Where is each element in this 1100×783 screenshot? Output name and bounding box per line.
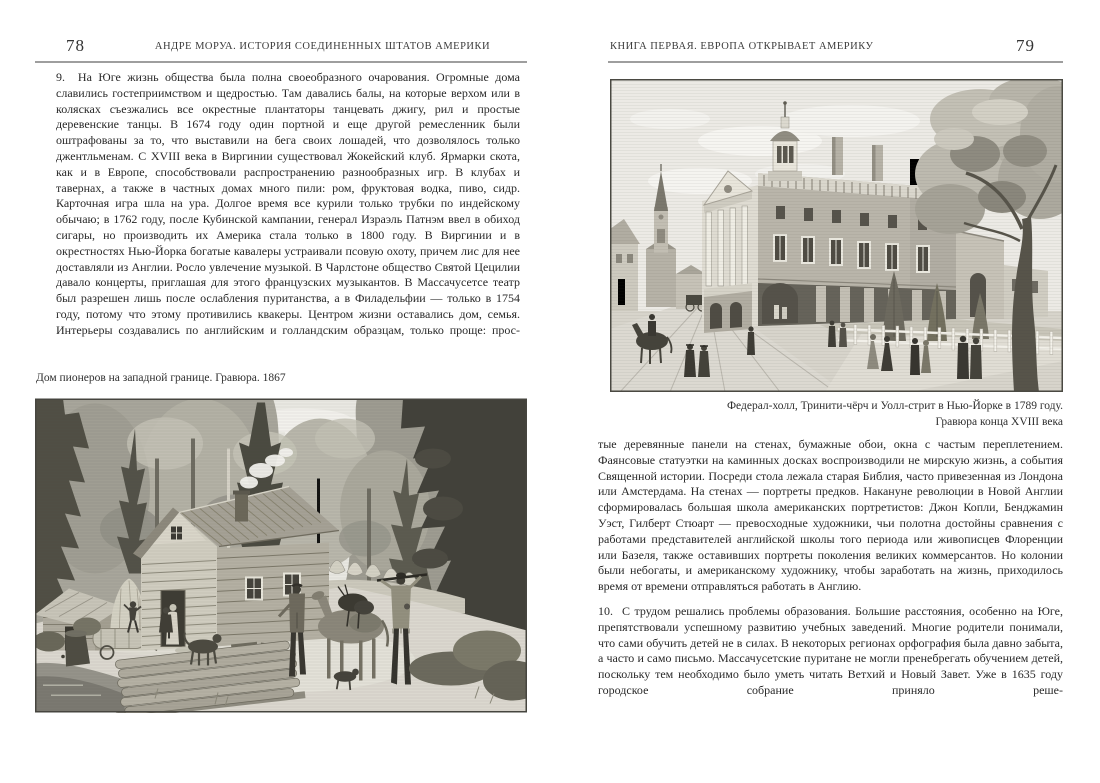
header-rule-right xyxy=(608,61,1063,63)
page-number-left: 78 xyxy=(66,36,85,55)
page-number-right: 79 xyxy=(1016,36,1035,55)
caption-line-2: Гравюра конца XVIII века xyxy=(935,416,1063,428)
pioneer-cabin-engraving xyxy=(35,398,527,713)
federal-hall-engraving xyxy=(610,79,1063,392)
running-head-right: КНИГА ПЕРВАЯ. ЕВРОПА ОТКРЫВАЕТ АМЕРИКУ xyxy=(610,41,874,52)
paragraph-9: 9. На Юге жизнь общества была полна своеобразного очарования. Огромные дома славились гостеприимством и щедростью. Там давались балы, на которые верхом или в колясках съезжались все окрестные плантаторы танцевать джигу, рил и простые деревенские танцы. В 1674 году один портной и еще другой ремесленник были оштрафованы за то, что выставили на бега своих лошадей, что дозволялось только джентльменам. С XVIII века в Виргинии существовал Жокейский клуб. Ярмарки скота, как и в Европе, способствовали распространению разнообразных игр. В клубах и тавернах, а также в частных домах много пили: ром, фруктовая водка, пиво, сидр. Карточная игра шла на ура. Долгое время все курили только трубки по индейскому обычаю; в 1762 году, после Кубинской кампании, генерал Израэль Патнэм ввел в обиход сигары, но производить их Америка стала только в 1800 году. В Виргинии и в окрестностях Нью-Йорка богатые кавалеры устраивали псовую охоту, причем лис для нее доставляли из Англии. Росло увлечение музыкой. В Чарлстоне общество Святой Цецилии давало концерты, приглашая для этого французских музыкантов. В Массачусетсе театр был разрешен лишь после ослабления пуританства, а в Филадельфии — только в 1754 году, потому что этому противились квакеры. Центром жизни оставались дом, семья. Интерьеры создавались по английским и голландским образцам, только проще: прос- xyxy=(56,70,520,337)
header-rule-left xyxy=(35,61,527,63)
caption-line-1: Федерал-холл, Тринити-чёрч и Уолл-стрит в Нью-Йорке в 1789 году. xyxy=(726,400,1063,412)
body-text-right xyxy=(598,437,1063,699)
paragraph-continuation: тые деревянные панели на стенах, бумажные обои, окна с частым переплетением. Фаянсовые статуэтки на каминных досках воспроизводили не мирскую жизнь, а события Священной истории. Посреди стола лежала старая Библия, часто привезенная из Лондона или Амстердама. На стенах — портреты предков. Накануне революции в Новой Англии сформировалась большая школа американских портретистов: Джон Копли, Бенджамин Уэст, Гилберт Стюарт — превосходные художники, чьи полотна достойны сравнения с работами представителей английской школы того периода или живописцев Флоренции или Базеля, также оставивших портреты поколения великих коммерсантов. Но колонии были небогаты, и американскому художнику, чтобы заработать на жизнь, приходилось время от времени отправляться работать в Англию. xyxy=(598,437,1063,594)
paragraph-10: 10. С трудом решались проблемы образования. Большие расстояния, особенно на Юге, препятствовали успешному развитию учебных заведений. Многие родители понимали, что сами обучить детей не в силах. В некоторых регионах орфография была давно забыта, а часто и само письмо. Массачусетские пуритане не могли пренебрегать обучением детей, поскольку тем необходимо было уметь читать Ветхий и Новый Завет. Уже в 1635 году городское собрание приняло реше- xyxy=(598,603,1063,697)
caption-pioneer-engraving: Дом пионеров на западной границе. Гравюра. 1867 xyxy=(36,372,286,384)
running-head-left: АНДРЕ МОРУА. ИСТОРИЯ СОЕДИНЕННЫХ ШТАТОВ АМЕРИКИ xyxy=(154,41,491,52)
body-text-left xyxy=(56,70,520,339)
caption-federal-hall xyxy=(598,398,1063,430)
